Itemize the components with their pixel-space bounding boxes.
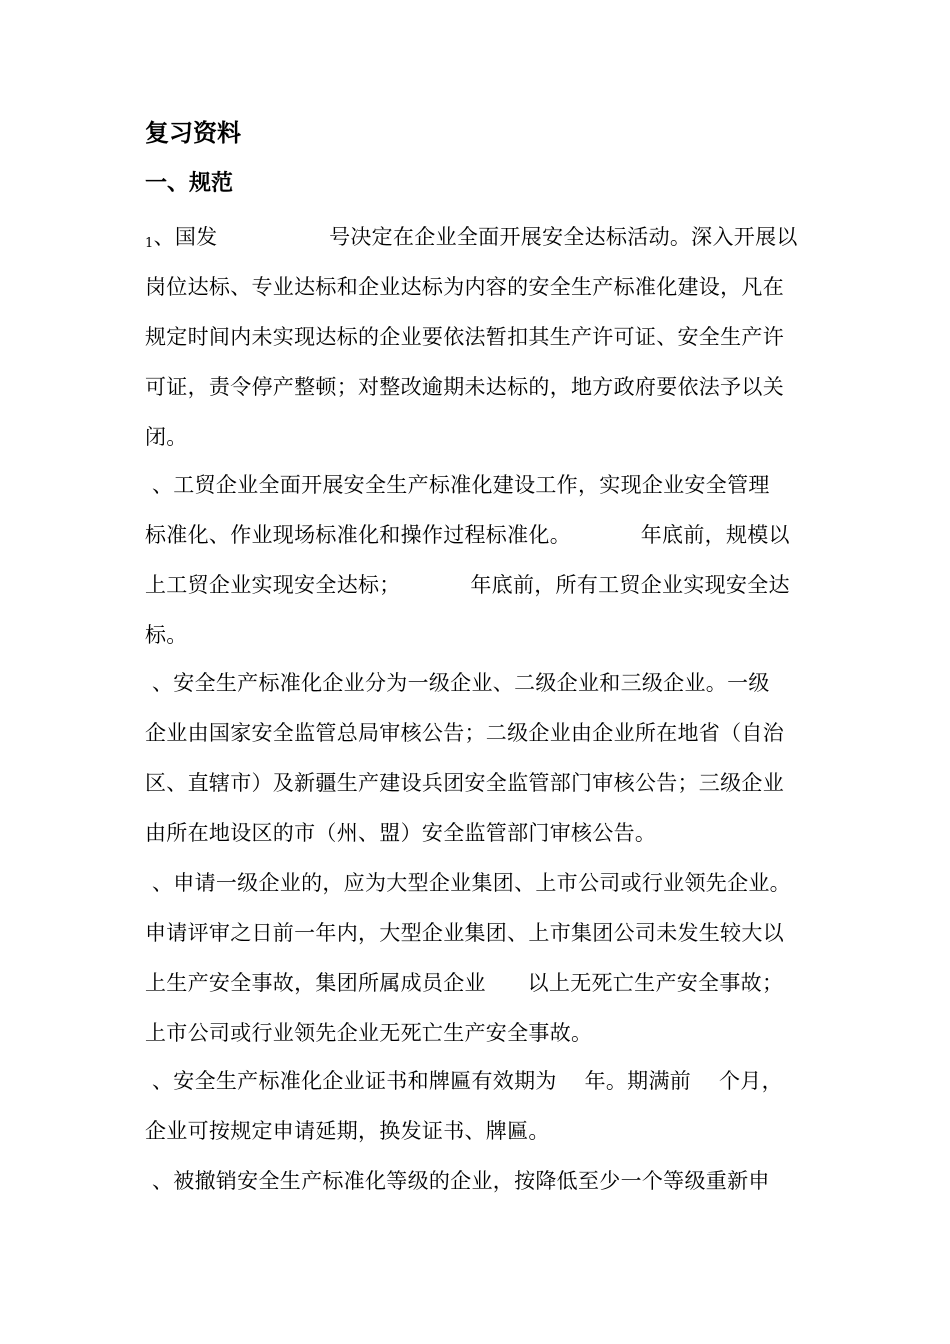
paragraph-line: 、工贸企业全面开展安全生产标准化建设工作，实现企业安全管理 <box>145 473 770 497</box>
paragraph-line: 规定时间内未实现达标的企业要依法暂扣其生产许可证、安全生产许 <box>145 325 784 349</box>
paragraph-line: 企业由国家安全监管总局审核公告；二级企业由企业所在地省（自治 <box>145 721 784 745</box>
paragraph-item-6 <box>145 1156 809 1206</box>
paragraph-line: 申请评审之日前一年内，大型企业集团、上市集团公司未发生较大以 <box>145 921 784 945</box>
paragraph-item-4 <box>145 858 809 1058</box>
paragraph-line: 由所在地设区的市（州、盟）安全监管部门审核公告。 <box>145 821 657 845</box>
paragraph-line: 企业可按规定申请延期，换发证书、牌匾。 <box>145 1119 550 1143</box>
paragraph-line: 、申请一级企业的，应为大型企业集团、上市公司或行业领先企业。 <box>145 871 791 895</box>
paragraph-item-3 <box>145 658 809 858</box>
paragraph-line: 、被撤销安全生产标准化等级的企业，按降低至少一个等级重新申 <box>145 1169 770 1193</box>
paragraph-line: 区、直辖市）及新疆生产建设兵团安全监管部门审核公告；三级企业 <box>145 771 784 795</box>
paragraph-line: 上工贸企业实现安全达标； 年底前，所有工贸企业实现安全达 <box>145 573 790 597</box>
paragraph-item-1 <box>145 212 809 462</box>
item-number: 1 <box>145 236 154 251</box>
paragraph-line: 标。 <box>145 623 188 647</box>
paragraph-item-2 <box>145 460 809 660</box>
paragraph-line: 闭。 <box>145 425 188 449</box>
paragraph-line: 、安全生产标准化企业分为一级企业、二级企业和三级企业。一级 <box>145 671 770 695</box>
paragraph-line: 上市公司或行业领先企业无死亡生产安全事故。 <box>145 1021 593 1045</box>
paragraph-line: 可证，责令停产整顿；对整改逾期未达标的，地方政府要依法予以关 <box>145 375 784 399</box>
paragraph-line: 岗位达标、专业达标和企业达标为内容的安全生产标准化建设，凡在 <box>145 275 784 299</box>
section-heading: 一、规范 <box>145 171 234 196</box>
document-title: 复习资料 <box>145 119 241 147</box>
paragraph-item-5 <box>145 1056 809 1156</box>
paragraph-line: 上生产安全事故，集团所属成员企业 以上无死亡生产安全事故； <box>145 971 784 995</box>
paragraph-line: 1、国发 号决定在企业全面开展安全达标活动。深入开展以 <box>145 225 798 251</box>
paragraph-line: 、安全生产标准化企业证书和牌匾有效期为 年。期满前 个月， <box>145 1069 783 1093</box>
paragraph-line: 标准化、作业现场标准化和操作过程标准化。 年底前，规模以 <box>145 523 790 547</box>
